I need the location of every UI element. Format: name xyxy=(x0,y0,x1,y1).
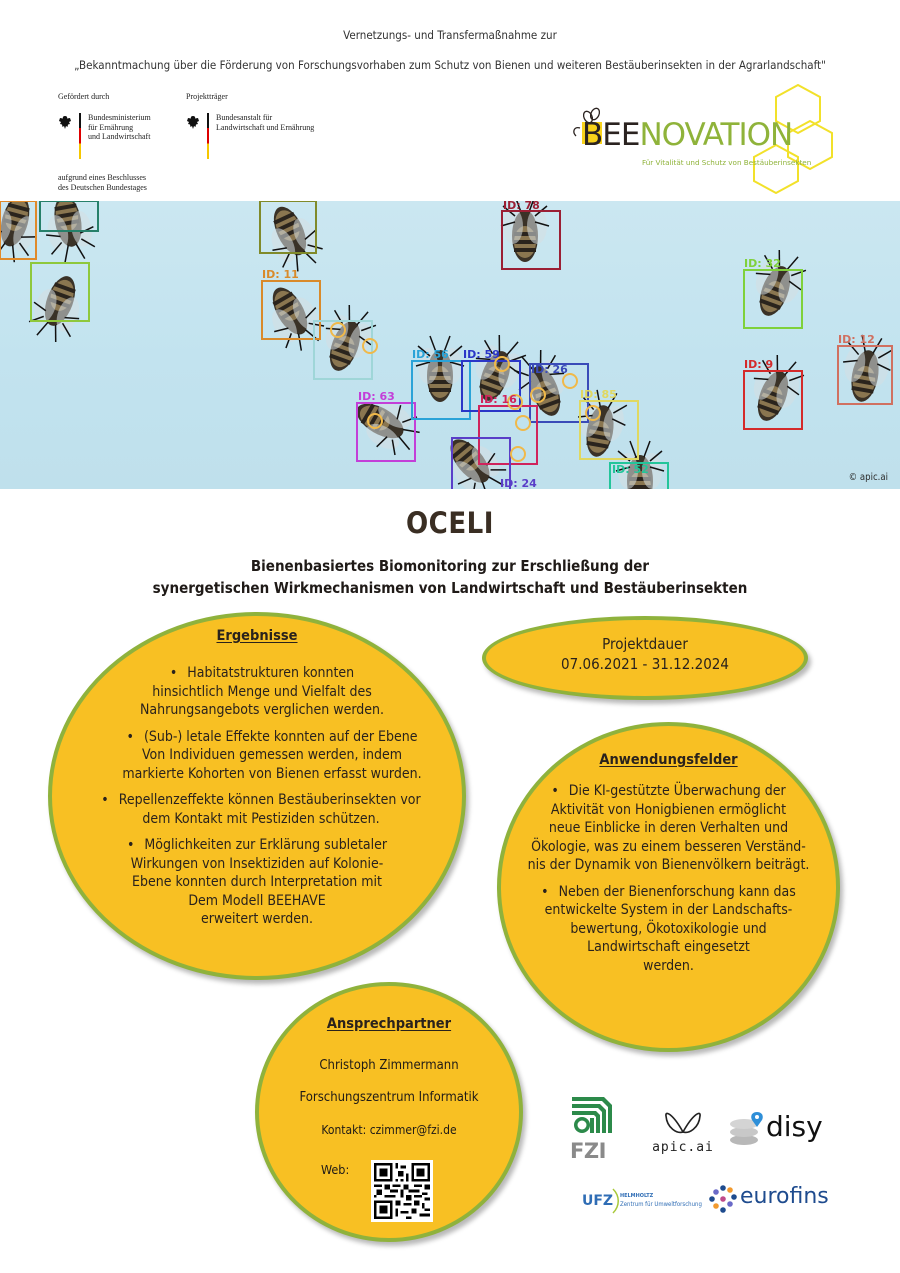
detection-label: ID: 85 xyxy=(580,388,617,401)
funder-name-line: und Landwirtschaft xyxy=(88,132,151,141)
detection-label: ID: 59 xyxy=(463,348,500,361)
header-line-2: „Bekanntmachung über die Förderung von Forschungsvorhaben zum Schutz von Bienen und weiteren Bestäuberinsekten in der Agrarlandschaft" xyxy=(74,58,826,72)
disy-logo xyxy=(728,1110,838,1155)
results-item: • Möglichkeiten zur Erklärung subletaler Wirkungen von Insektiziden auf Kolonie- Ebene konnten durch Interpretation mit Dem Modell BEEHAVE erweitert werden. xyxy=(126,837,388,927)
butterfly-icon xyxy=(663,1110,703,1136)
funder-name-line: für Ernährung xyxy=(88,122,134,132)
ufz-helmholtz-label: HELMHOLTZ xyxy=(620,1193,654,1199)
duration-range: 07.06.2021 - 31.12.2024 xyxy=(561,655,729,673)
fields-item: • Die KI-gestützte Überwachung der Aktivität von Honigbienen ermöglicht neue Einblicke in deren Verhalten und Ökologie, was zu einem besseren Verständ- nis der Dynamik von Bienenvölkern beiträgt. xyxy=(527,783,810,873)
bee-detection-illustration xyxy=(0,201,900,489)
ufz-subtitle: Zentrum für Umweltforschung xyxy=(620,1201,702,1208)
ufz-helmholtz-logo xyxy=(580,1188,700,1218)
detection-label: ID: 32 xyxy=(744,257,781,270)
beenovation-wordmark: BEENOVATION xyxy=(582,117,793,153)
header-line-1: Vernetzungs- und Transfermaßnahme zur xyxy=(343,28,557,42)
eurofins-wordmark: eurofins xyxy=(740,1184,829,1209)
beenovation-tagline: Für Vitalität und Schutz von Bestäuberinsekten xyxy=(642,158,812,167)
fields-item: • Neben der Bienenforschung kann das entwickelte System in der Landschafts- bewertung, Ökotoxikologie und Landwirtschaft eingesetzt werden. xyxy=(541,883,796,974)
carrier-name-line: Landwirtschaft und Ernährung xyxy=(216,122,315,132)
project-subtitle xyxy=(0,555,900,599)
fzi-logo xyxy=(570,1097,615,1167)
results-item: • Repellenzeffekte können Bestäuberinsekten vor dem Kontakt mit Pestiziden schützen. xyxy=(101,792,421,827)
detection-label: ID: 56 xyxy=(412,348,449,361)
bullet-icon: • xyxy=(126,728,134,745)
application-fields-panel xyxy=(497,722,840,1052)
detection-label: ID: 26 xyxy=(531,363,568,376)
photo-copyright: © apic.ai xyxy=(848,472,888,483)
bullet-icon: • xyxy=(126,837,135,853)
funder-footnote-line: aufgrund eines Beschlusses xyxy=(58,173,146,182)
qr-code[interactable] xyxy=(371,1160,433,1222)
contact-title: Ansprechpartner xyxy=(326,1016,452,1032)
german-flag-bar xyxy=(79,113,81,159)
apic-ai-logo xyxy=(643,1110,723,1158)
federal-eagle-icon xyxy=(58,115,72,131)
results-item: • Habitatstrukturen konnten hinsichtlich Menge und Vielfalt des Nahrungsangebots verglichen werden. xyxy=(140,665,384,718)
detection-label: ID: 16 xyxy=(480,393,517,406)
funder-name-line: Bundesministerium xyxy=(88,113,151,122)
subtitle-line: Bienenbasiertes Biomonitoring zur Erschließung der xyxy=(250,557,650,575)
carrier-name-line: Bundesanstalt für xyxy=(216,113,273,122)
bullet-icon: • xyxy=(551,783,559,799)
detection-label: ID: 9 xyxy=(744,358,774,371)
project-title: OCELI xyxy=(406,506,494,540)
funder-logo xyxy=(58,92,151,192)
results-item: • (Sub-) letale Effekte konnten auf der Ebene Von Individuen gemessen werden, indem markierte Kohorten von Bienen erfasst wurden. xyxy=(122,728,422,782)
fzi-emblem-icon xyxy=(570,1097,614,1135)
bullet-icon: • xyxy=(101,792,109,808)
subtitle-line: synergetischen Wirkmechanismen von Landwirtschaft und Bestäuberinsekten xyxy=(152,579,748,597)
funder-footnote-line: des Deutschen Bundestages xyxy=(58,182,147,192)
results-panel xyxy=(48,612,466,980)
duration-label: Projektdauer xyxy=(602,635,688,653)
project-duration-panel xyxy=(482,616,808,700)
apic-ai-wordmark: apic.ai xyxy=(652,1140,714,1155)
bee-tracking-photo xyxy=(0,201,900,489)
database-pin-icon xyxy=(728,1110,768,1150)
web-label: Web: xyxy=(321,1162,350,1177)
ufz-wordmark: UFZ xyxy=(582,1193,614,1209)
contact-name: Christoph Zimmermann xyxy=(319,1058,459,1073)
detection-label: ID: 78 xyxy=(503,201,540,212)
disy-wordmark: disy xyxy=(766,1110,823,1143)
project-carrier-logo xyxy=(186,92,314,159)
fzi-wordmark: FZI xyxy=(570,1139,606,1163)
federal-eagle-icon xyxy=(186,115,200,131)
ufz-arc-icon xyxy=(612,1188,620,1214)
contact-organization: Forschungszentrum Informatik xyxy=(299,1090,479,1105)
beenovation-logo xyxy=(568,84,858,194)
funder-label: Gefördert durch xyxy=(58,92,110,101)
bullet-icon: • xyxy=(169,665,178,681)
german-flag-bar xyxy=(207,113,209,159)
bullet-icon: • xyxy=(541,883,549,900)
fields-title: Anwendungsfelder xyxy=(599,752,738,768)
carrier-label: Projektträger xyxy=(186,92,228,101)
eurofins-dots-icon xyxy=(708,1184,738,1214)
results-title: Ergebnisse xyxy=(216,628,298,644)
detection-label: ID: 11 xyxy=(262,268,299,281)
contact-panel xyxy=(255,982,523,1242)
detection-label: ID: 24 xyxy=(500,477,537,489)
eurofins-logo xyxy=(708,1182,838,1218)
detection-label: ID: 52 xyxy=(612,463,649,476)
detection-label: ID: 12 xyxy=(838,333,875,346)
contact-email[interactable]: Kontakt: czimmer@fzi.de xyxy=(321,1123,457,1137)
detection-label: ID: 63 xyxy=(358,390,395,403)
